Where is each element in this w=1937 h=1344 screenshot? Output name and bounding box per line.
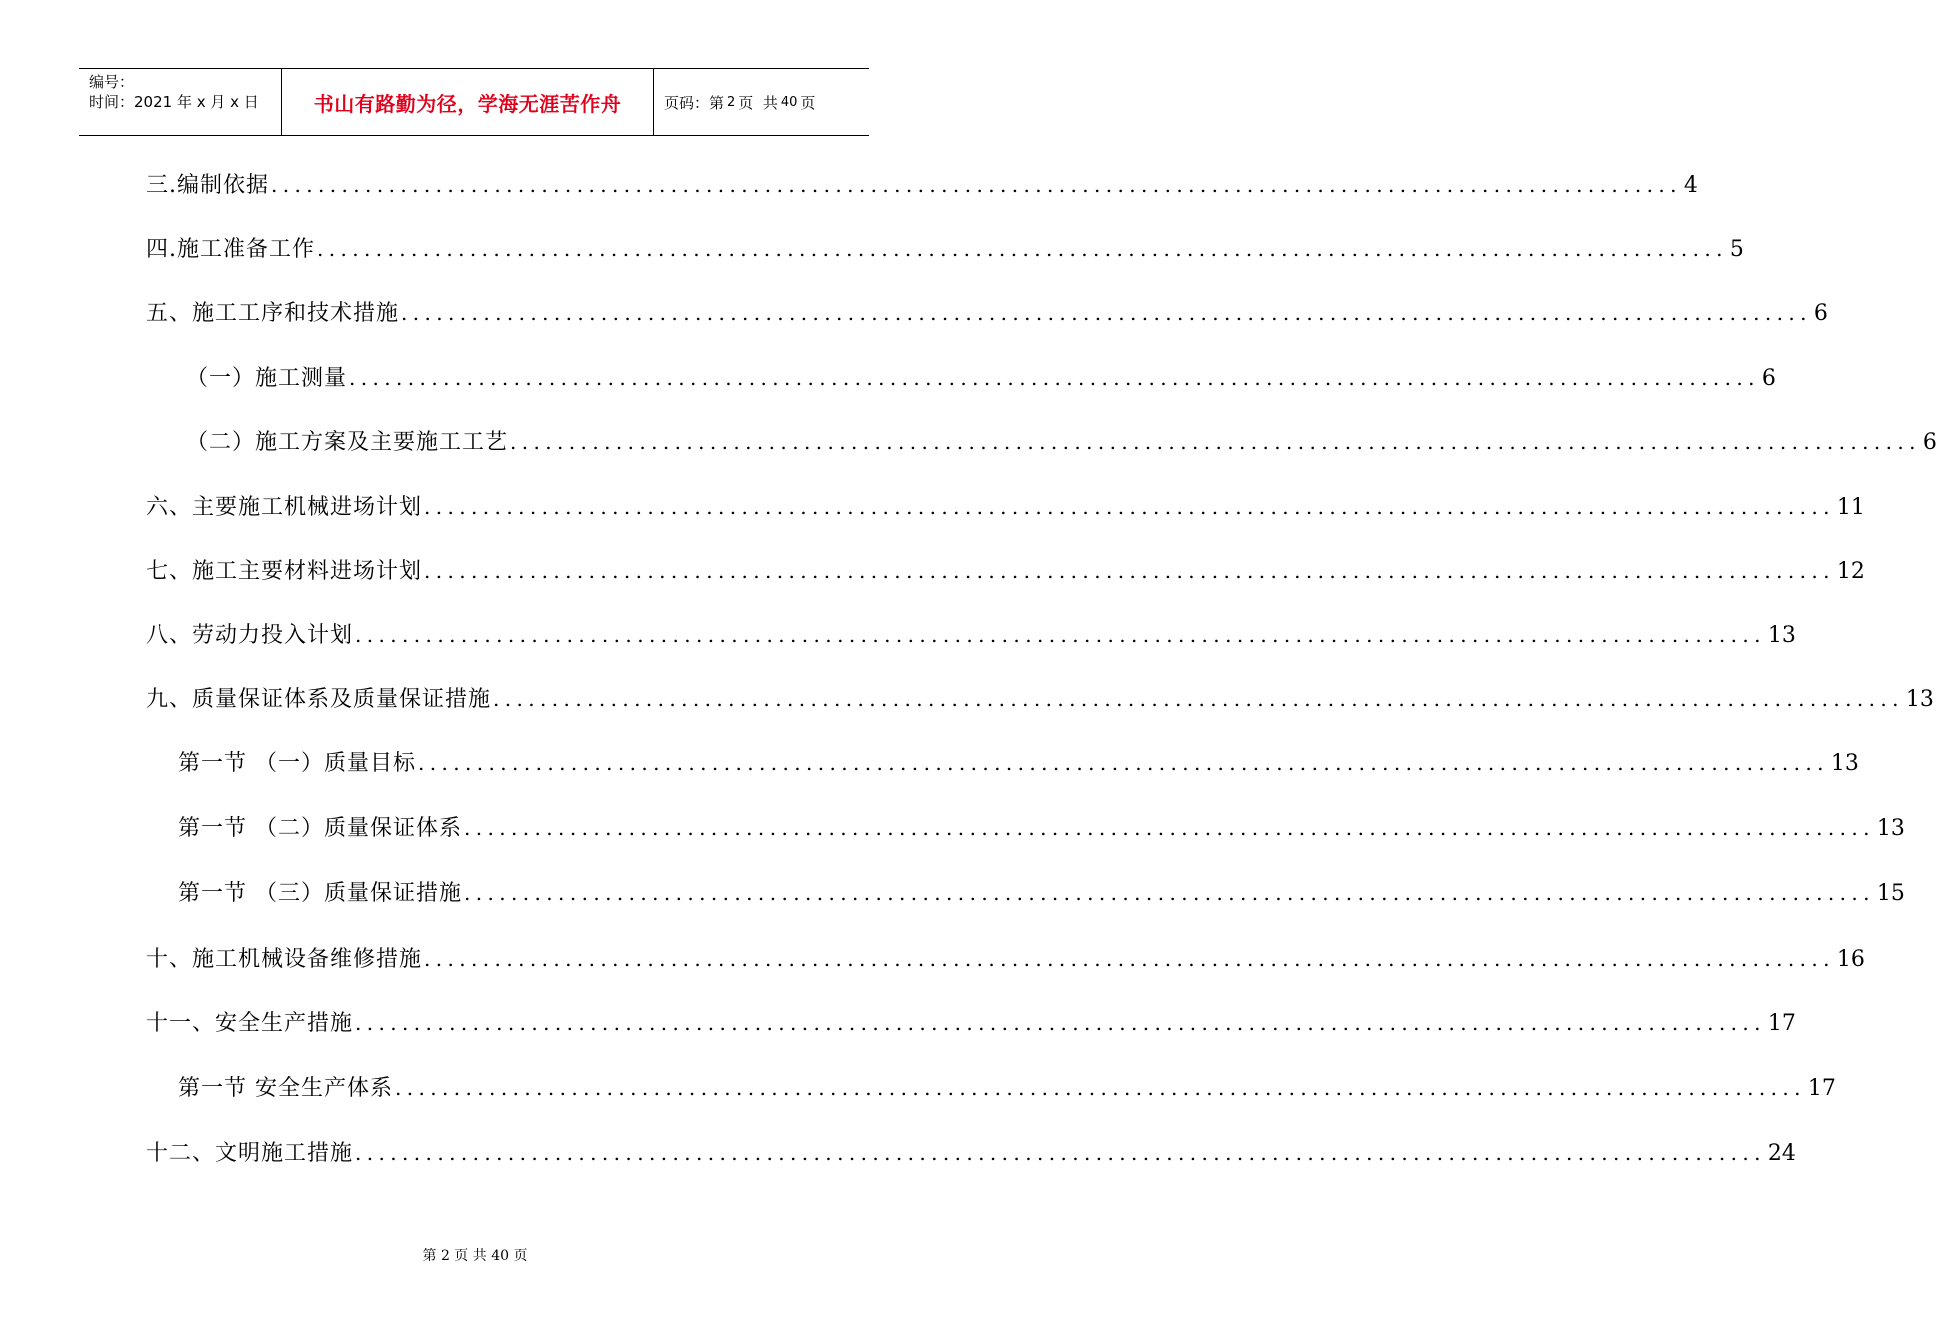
toc-entry [146,684,1934,714]
toc-entry [146,556,1865,586]
toc-entry-title: 三.编制依据 [146,173,269,198]
toc-entry [186,363,1776,393]
toc-entry-page: 12 [1836,559,1865,584]
toc-dot-leader: ........................................................................................................................ [355,623,1766,647]
toc-entry [146,492,1865,522]
toc-dot-leader: ........................................................................................................................ [424,947,1835,971]
toc-entry [146,170,1698,200]
header-meta [79,69,282,135]
toc-entry-page: 6 [1922,430,1937,455]
toc-entry-title: 七、施工主要材料进场计划 [146,559,423,584]
toc-entry-page: 13 [1876,816,1905,841]
toc-entry-page: 17 [1767,1011,1796,1036]
toc-entry-title: 十、施工机械设备维修措施 [146,947,423,972]
header-page-total: 40 [780,94,798,110]
header-number-label: 编号： [89,73,135,91]
page-footer: 第 2 页 共 40 页 [422,1248,528,1264]
toc-entry-title: 九、质量保证体系及质量保证措施 [146,687,492,712]
toc-entry [146,298,1828,328]
toc-entry-page: 5 [1729,237,1744,262]
toc-dot-leader: ........................................................................................................................ [464,881,1875,905]
toc-entry-title: 六、主要施工机械进场计划 [146,495,423,520]
toc-entry-title: 十二、文明施工措施 [146,1141,354,1166]
toc-dot-leader: ........................................................................................................................ [493,687,1904,711]
toc-dot-leader: ........................................................................................................................ [464,816,1875,840]
toc-entry-page: 13 [1767,623,1796,648]
page-header [79,68,869,136]
header-page-current: 2 [727,94,736,110]
toc-dot-leader: ........................................................................................................................ [271,173,1682,197]
header-page-mid: 页 共 [738,93,778,112]
toc-entry [178,813,1905,843]
toc-entry [146,944,1865,974]
toc-dot-leader: ........................................................................................................................ [418,751,1829,775]
toc-entry-page: 24 [1767,1141,1796,1166]
toc-dot-leader: ........................................................................................................................ [424,495,1835,519]
toc-entry-page: 15 [1876,881,1905,906]
toc-entry-title: 八、劳动力投入计划 [146,623,354,648]
toc-entry [178,878,1905,908]
toc-entry-page: 11 [1836,495,1865,520]
toc-entry [146,234,1744,264]
header-page-suffix: 页 [800,93,816,112]
toc-entry [146,1008,1796,1038]
toc-dot-leader: ........................................................................................................................ [355,1141,1766,1165]
toc-entry-title: 十一、安全生产措施 [146,1011,354,1036]
header-motto-text: 书山有路勤为径，学海无涯苦作舟 [313,91,622,116]
toc-dot-leader: ........................................................................................................................ [401,301,1812,325]
toc-dot-leader: ........................................................................................................................ [395,1076,1806,1100]
toc-entry [186,427,1937,457]
toc-entry-page: 6 [1813,301,1828,326]
toc-dot-leader: ........................................................................................................................ [317,237,1728,261]
header-motto [282,69,654,135]
toc-entry [146,1138,1796,1168]
header-page-prefix: 页码：第 [664,93,725,112]
toc-entry [146,620,1796,650]
toc-entry-title: 第一节 安全生产体系 [178,1076,393,1101]
header-page-info [654,69,869,135]
toc-dot-leader: ........................................................................................................................ [349,366,1760,390]
toc-entry-page: 13 [1905,687,1934,712]
toc-entry [178,748,1859,778]
toc-entry-title: （一）施工测量 [186,366,348,391]
toc-entry-page: 16 [1836,947,1865,972]
toc-entry-page: 13 [1830,751,1859,776]
toc-entry-title: 第一节 （二）质量保证体系 [178,816,462,841]
toc-entry [178,1073,1836,1103]
toc-entry-page: 6 [1761,366,1776,391]
toc-entry-title: 第一节 （三）质量保证措施 [178,881,462,906]
toc-entry-title: 四.施工准备工作 [146,237,315,262]
header-time-label: 时间：2021 年 x 月 x 日 [89,93,259,111]
toc-dot-leader: ........................................................................................................................ [510,430,1921,454]
toc-entry-page: 17 [1807,1076,1836,1101]
toc-entry-title: 第一节 （一）质量目标 [178,751,416,776]
toc-dot-leader: ........................................................................................................................ [355,1011,1766,1035]
toc-entry-title: 五、施工工序和技术措施 [146,301,400,326]
toc-entry-page: 4 [1683,173,1698,198]
toc-dot-leader: ........................................................................................................................ [424,559,1835,583]
toc-entry-title: （二）施工方案及主要施工工艺 [186,430,509,455]
